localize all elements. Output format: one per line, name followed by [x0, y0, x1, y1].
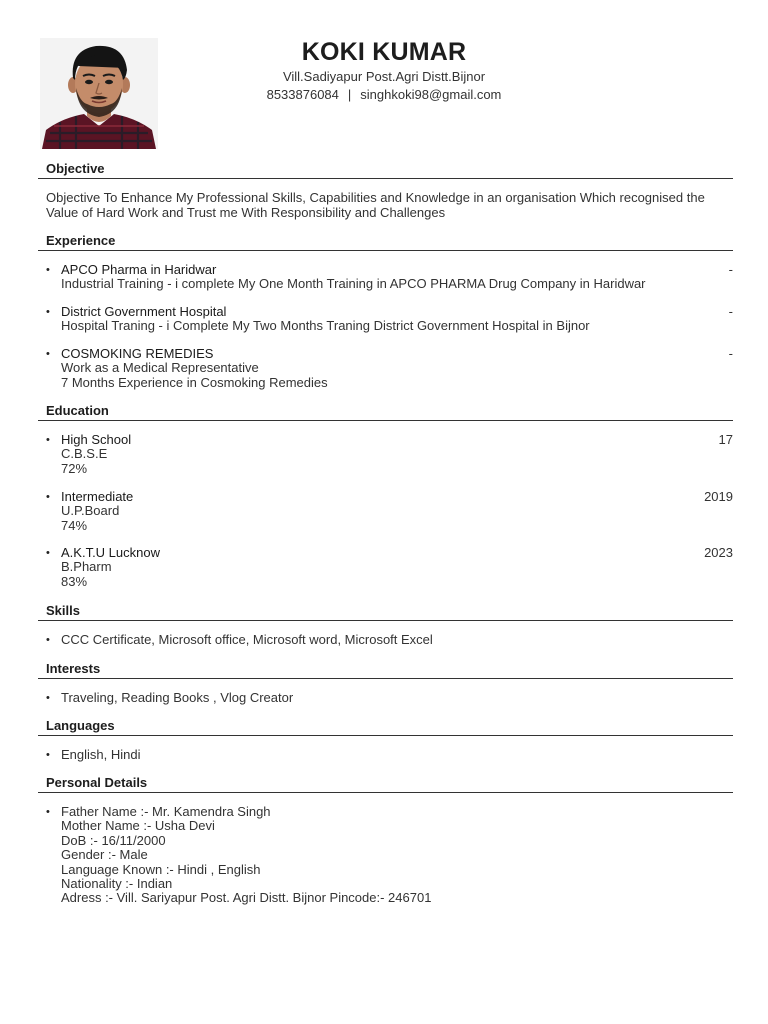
entry-detail: 72%	[61, 460, 88, 476]
phone-number: 8533876084	[266, 87, 339, 102]
entry-year: 2019	[704, 489, 733, 504]
entry-date: -	[728, 346, 733, 361]
entry-detail: Industrial Training - i complete My One Month Training in APCO PHARMA Drug Company in Haridwar	[61, 276, 646, 292]
personal-detail-line: Father Name :- Mr. Kamendra Singh	[61, 804, 271, 819]
entry-detail: 74%	[61, 517, 88, 533]
entry-date: -	[728, 304, 733, 319]
objective-text	[46, 191, 736, 220]
languages-heading: Languages	[46, 718, 115, 733]
personal-detail-line: Nationality :- Indian	[61, 876, 173, 892]
section-divider	[38, 735, 733, 736]
bullet: •	[46, 749, 50, 761]
entry-detail: Hospital Traning - i Complete My Two Months Traning District Government Hospital in Bijnor	[61, 318, 590, 334]
skills-heading: Skills	[46, 603, 80, 618]
bullet: •	[46, 264, 50, 276]
languages-text: English, Hindi	[61, 747, 141, 762]
section-divider	[38, 678, 733, 679]
skills-text: CCC Certificate, Microsoft office, Microsoft word, Microsoft Excel	[61, 632, 433, 647]
contact-separator: |	[347, 87, 352, 102]
personal-detail-line: Mother Name :- Usha Devi	[61, 818, 215, 834]
entry-detail: B.Pharm	[61, 559, 112, 575]
candidate-name: KOKI KUMAR	[301, 38, 467, 66]
entry-title: APCO Pharma in Haridwar	[61, 262, 217, 277]
personal-detail-line: Gender :- Male	[61, 847, 148, 863]
entry-title: High School	[61, 432, 132, 447]
bullet: •	[46, 547, 50, 559]
interests-text: Traveling, Reading Books , Vlog Creator	[61, 690, 294, 705]
experience-heading: Experience	[46, 233, 116, 248]
entry-title: Intermediate	[61, 489, 134, 504]
personal-detail-line: Language Known :- Hindi , English	[61, 861, 261, 877]
entry-title: A.K.T.U Lucknow	[61, 545, 160, 560]
personal-detail-line: Adress :- Vill. Sariyapur Post. Agri Distt. Bijnor Pincode:- 246701	[61, 890, 432, 906]
bullet: •	[46, 634, 50, 646]
education-heading: Education	[46, 403, 109, 418]
entry-year: 2023	[704, 545, 733, 560]
objective-line: Objective To Enhance My Professional Skills, Capabilities and Knowledge in an organisation Which recognised the	[46, 190, 705, 205]
objective-heading: Objective	[46, 161, 105, 176]
entry-date: -	[728, 262, 733, 277]
section-divider	[38, 250, 733, 251]
personal-details-lines	[61, 805, 431, 906]
section-divider	[38, 178, 733, 179]
bullet: •	[46, 692, 50, 704]
candidate-address: Vill.Sadiyapur Post.Agri Distt.Bijnor	[282, 69, 486, 84]
email-address: singhkoki98@gmail.com	[360, 87, 502, 102]
interests-heading: Interests	[46, 661, 101, 676]
bullet: •	[46, 806, 50, 818]
entry-title: COSMOKING REMEDIES	[61, 346, 214, 361]
entry-detail: C.B.S.E	[61, 446, 108, 462]
entry-title: District Government Hospital	[61, 304, 227, 319]
objective-line: Value of Hard Work and Trust me With Responsibility and Challenges	[46, 204, 446, 220]
entry-year: 17	[718, 432, 733, 447]
bullet: •	[46, 491, 50, 503]
section-divider	[38, 420, 733, 421]
entry-detail: Work as a Medical Representative	[61, 360, 259, 376]
bullet: •	[46, 348, 50, 360]
contact-line	[0, 87, 768, 102]
bullet: •	[46, 306, 50, 318]
entry-detail: 7 Months Experience in Cosmoking Remedies	[61, 374, 328, 390]
section-divider	[38, 792, 733, 793]
personal-detail-line: DoB :- 16/11/2000	[61, 832, 166, 848]
bullet: •	[46, 434, 50, 446]
personal-details-heading: Personal Details	[46, 775, 148, 790]
entry-detail: U.P.Board	[61, 503, 120, 519]
section-divider	[38, 620, 733, 621]
entry-detail: 83%	[61, 573, 88, 589]
